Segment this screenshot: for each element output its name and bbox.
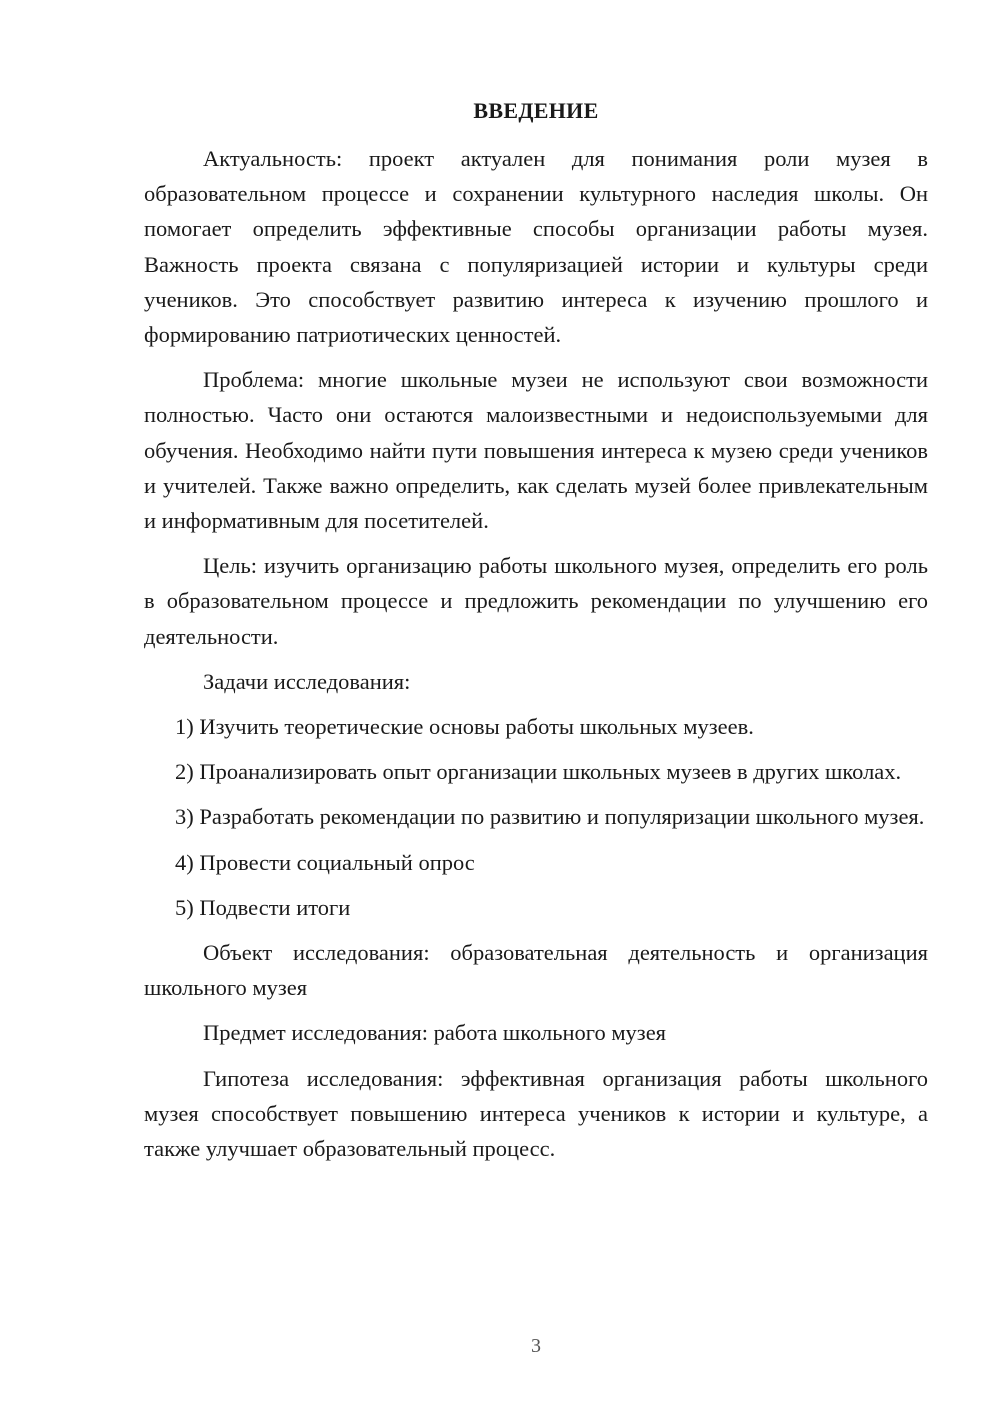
task-item-1: 1) Изучить теоретические основы работы школьных музеев. [175,714,754,740]
task-item-2: 2) Проанализировать опыт организации школьных музеев в других школах. [175,759,902,785]
page-number: 3 [531,1335,541,1357]
object-paragraph: Объект исследования: образовательная деятельность и организация школьного музея [144,940,928,1001]
tasks-heading: Задачи исследования: [203,668,411,694]
goal-paragraph: Цель: изучить организацию работы школьного музея, определить его роль в образовательном процессе и предложить рекомендации по улучшению его деятельности. [144,553,928,649]
task-item-5: 5) Подвести итоги [175,894,351,920]
relevance-paragraph: Актуальность: проект актуален для понимания роли музея в образовательном процессе и сохранении культурного наследия школы. Он помогает определить эффективные способы организации работы музея. Важность проекта связана с популяризацией истории и культуры среди учеников. Это способствует развитию интереса к изучению прошлого и формированию патриотических ценностей. [144,146,928,348]
page-title: ВВЕДЕНИЕ [473,98,599,123]
subject-paragraph: Предмет исследования: работа школьного музея [203,1020,667,1046]
document-body [144,141,928,1166]
task-item-3: 3) Разработать рекомендации по развитию и популяризации школьного музея. [175,804,925,830]
problem-paragraph: Проблема: многие школьные музеи не используют свои возможности полностью. Часто они остаются малоизвестными и недоиспользуемыми для обучения. Необходимо найти пути повышения интереса к музею среди учеников и учителей. Также важно определить, как сделать музей более привлекательным и информативным для посетителей. [144,367,928,534]
hypothesis-paragraph: Гипотеза исследования: эффективная организация работы школьного музея способствует повышению интереса учеников к истории и культуре, а также улучшает образовательный процесс. [144,1065,928,1162]
task-item-4: 4) Провести социальный опрос [175,849,475,875]
